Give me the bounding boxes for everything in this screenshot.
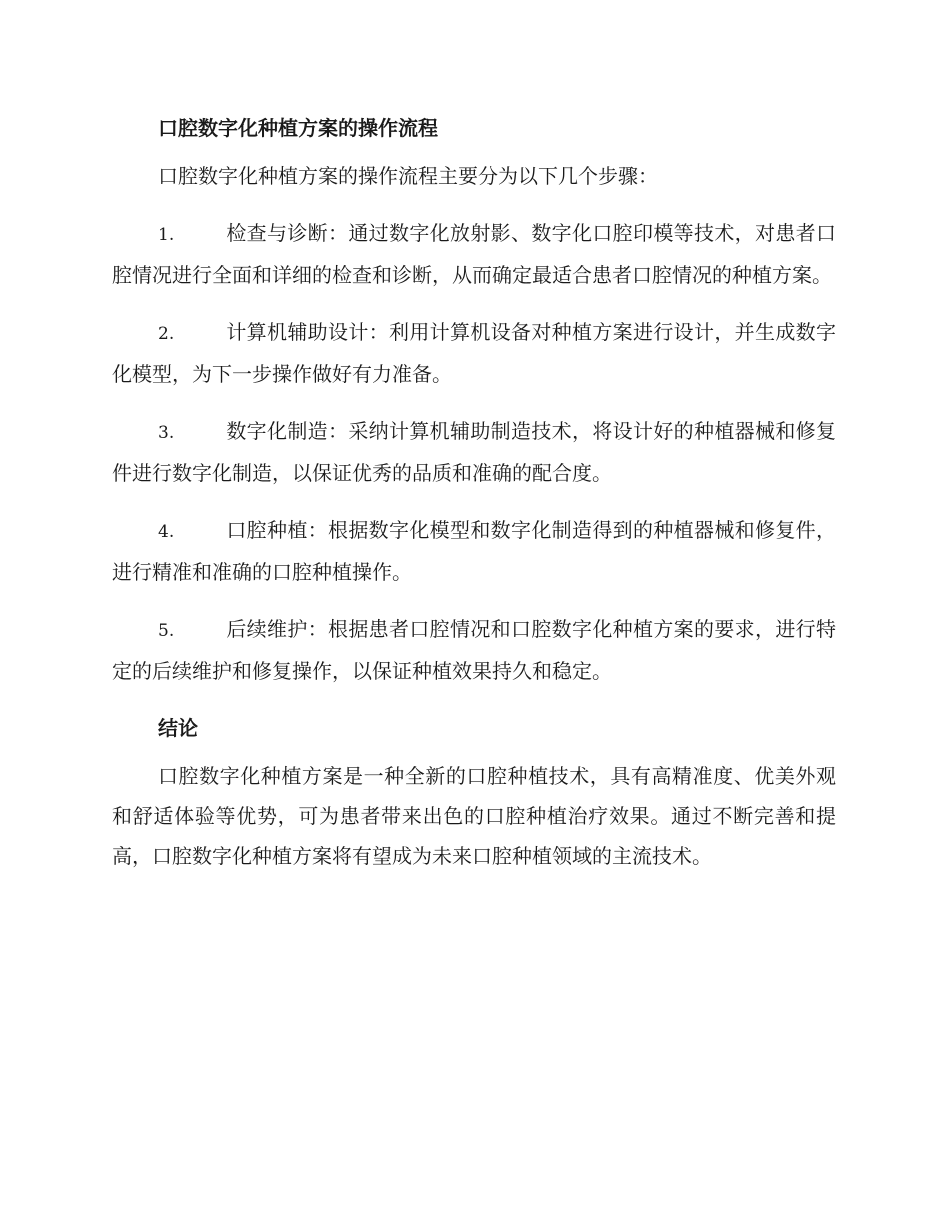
list-item-number: 5. [158,621,175,641]
list-item-text: 利用计算机设备对种植方案进行设计，并生成数字化模型，为下一步操作做好有力准备。 [112,320,836,386]
list-item-title: 计算机辅助设计： [226,320,389,344]
section-intro: 口腔数字化种植方案的操作流程主要分为以下几个步骤： [158,164,658,188]
list-item [112,312,836,394]
list-item-title: 数字化制造： [226,419,349,443]
list-item-number: 2. [158,324,175,344]
list-item-title: 后续维护： [226,617,328,641]
list-item [112,510,836,592]
list-item-number: 3. [158,423,175,443]
section-heading: 口腔数字化种植方案的操作流程 [158,116,438,140]
document-page [112,108,836,893]
list-item [112,609,836,691]
list-item-title: 检查与诊断： [226,221,349,245]
list-item [112,213,836,295]
list-item-title: 口腔种植： [226,518,328,542]
list-item-text: 根据患者口腔情况和口腔数字化种植方案的要求，进行特定的后续维护和修复操作，以保证种植效果持久和稳定。 [112,617,836,683]
conclusion-text: 口腔数字化种植方案是一种全新的口腔种植技术，具有高精准度、优美外观和舒适体验等优势，可为患者带来出色的口腔种植治疗效果。通过不断完善和提高，口腔数字化种植方案将有望成为未来口腔种植领域的主流技术。 [112,764,836,868]
list-item-text: 根据数字化模型和数字化制造得到的种植器械和修复件，进行精准和准确的口腔种植操作。 [112,518,836,584]
list-item-number: 1. [158,225,175,245]
list-item-text: 采纳计算机辅助制造技术，将设计好的种植器械和修复件进行数字化制造，以保证优秀的品质和准确的配合度。 [112,419,837,485]
list-item-text: 通过数字化放射影、数字化口腔印模等技术，对患者口腔情况进行全面和详细的检查和诊断，从而确定最适合患者口腔情况的种植方案。 [112,221,837,287]
conclusion-heading: 结论 [158,716,198,740]
list-item-number: 4. [158,522,175,542]
list-item [112,411,836,493]
